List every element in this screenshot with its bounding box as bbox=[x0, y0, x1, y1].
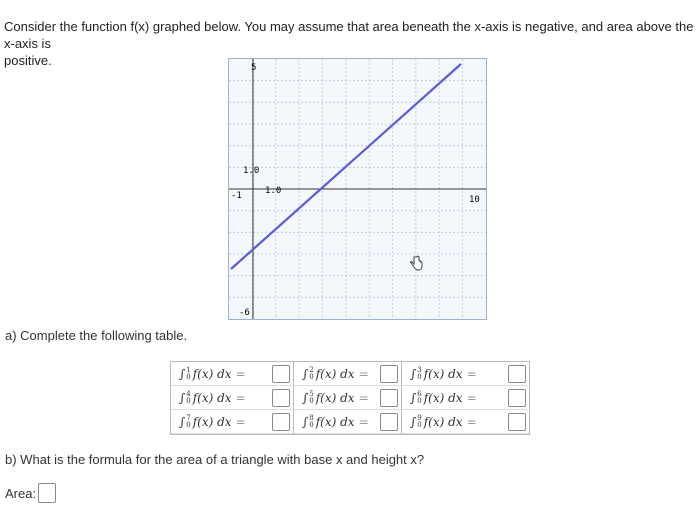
equals-sign: = bbox=[358, 390, 369, 405]
upper-limit: 6 bbox=[417, 389, 422, 398]
answer-input[interactable] bbox=[508, 389, 526, 407]
integral-cell bbox=[402, 410, 529, 434]
hand-cursor-icon bbox=[408, 255, 424, 271]
integrand: f(x) dx bbox=[423, 390, 463, 405]
lower-limit: 0 bbox=[186, 420, 191, 429]
answer-input[interactable] bbox=[380, 365, 398, 383]
integral-cell bbox=[294, 410, 402, 434]
function-line bbox=[231, 64, 461, 269]
label-y-top: 5 bbox=[251, 63, 257, 73]
equals-sign: = bbox=[466, 414, 477, 429]
integrand: f(x) dx bbox=[423, 366, 463, 381]
equals-sign: = bbox=[358, 366, 369, 381]
area-label: Area: bbox=[5, 486, 37, 501]
area-input[interactable] bbox=[38, 483, 56, 503]
function-graph bbox=[228, 58, 487, 320]
integrand: f(x) dx bbox=[192, 390, 232, 405]
integrand: f(x) dx bbox=[192, 366, 232, 381]
graph-plot bbox=[229, 59, 486, 319]
equals-sign: = bbox=[466, 390, 477, 405]
label-x-neg: -1 bbox=[231, 191, 242, 201]
upper-limit: 2 bbox=[309, 365, 314, 374]
answer-input[interactable] bbox=[272, 413, 290, 431]
integral-expression: ∫ 2 0 f(x) dx = bbox=[302, 365, 369, 381]
integral-cell bbox=[402, 362, 529, 386]
integral-expression: ∫ 5 0 f(x) dx = bbox=[302, 389, 369, 405]
label-y-neg: -6 bbox=[239, 308, 250, 318]
part-a-label: a) Complete the following table. bbox=[5, 328, 188, 343]
integral-cell bbox=[294, 362, 402, 386]
integral-cell bbox=[402, 386, 529, 410]
integral-expression: ∫ 4 0 f(x) dx = bbox=[179, 389, 246, 405]
equals-sign: = bbox=[466, 366, 477, 381]
integrand: f(x) dx bbox=[315, 366, 355, 381]
equals-sign: = bbox=[358, 414, 369, 429]
label-y-one: 1.0 bbox=[243, 166, 260, 176]
integral-expression: ∫ 1 0 f(x) dx = bbox=[179, 365, 246, 381]
integrand: f(x) dx bbox=[315, 390, 355, 405]
part-b-label: b) What is the formula for the area of a triangle with base x and height x? bbox=[5, 452, 425, 467]
answer-input[interactable] bbox=[380, 413, 398, 431]
integrand: f(x) dx bbox=[423, 414, 463, 429]
lower-limit: 0 bbox=[186, 396, 191, 405]
lower-limit: 0 bbox=[417, 420, 422, 429]
upper-limit: 8 bbox=[309, 413, 314, 422]
integral-table bbox=[170, 361, 530, 435]
integral-cell bbox=[294, 386, 402, 410]
integrand: f(x) dx bbox=[192, 414, 232, 429]
answer-input[interactable] bbox=[380, 389, 398, 407]
upper-limit: 4 bbox=[186, 389, 191, 398]
lower-limit: 0 bbox=[417, 396, 422, 405]
integral-expression: ∫ 6 0 f(x) dx = bbox=[410, 389, 477, 405]
upper-limit: 3 bbox=[417, 365, 422, 374]
answer-input[interactable] bbox=[508, 413, 526, 431]
answer-input[interactable] bbox=[272, 365, 290, 383]
integral-expression: ∫ 8 0 f(x) dx = bbox=[302, 413, 369, 429]
label-x-ten: 10 bbox=[469, 195, 480, 205]
upper-limit: 1 bbox=[186, 365, 191, 374]
equals-sign: = bbox=[235, 366, 246, 381]
lower-limit: 0 bbox=[417, 372, 422, 381]
equals-sign: = bbox=[235, 414, 246, 429]
integral-expression: ∫ 3 0 f(x) dx = bbox=[410, 365, 477, 381]
upper-limit: 9 bbox=[417, 413, 422, 422]
integral-expression: ∫ 9 0 f(x) dx = bbox=[410, 413, 477, 429]
integral-cell bbox=[171, 362, 294, 386]
label-x-one: 1.0 bbox=[265, 186, 282, 196]
prompt-line-1: Consider the function f(x) graphed below. You may assume that area beneath the x-axis is negative, and area above the x-axis is bbox=[4, 19, 694, 51]
lower-limit: 0 bbox=[186, 372, 191, 381]
upper-limit: 7 bbox=[186, 413, 191, 422]
answer-input[interactable] bbox=[508, 365, 526, 383]
answer-input[interactable] bbox=[272, 389, 290, 407]
prompt-line-2: positive. bbox=[4, 53, 52, 68]
lower-limit: 0 bbox=[309, 420, 314, 429]
integral-expression: ∫ 7 0 f(x) dx = bbox=[179, 413, 246, 429]
integral-cell bbox=[171, 386, 294, 410]
upper-limit: 5 bbox=[309, 389, 314, 398]
lower-limit: 0 bbox=[309, 372, 314, 381]
integral-cell bbox=[171, 410, 294, 434]
integrand: f(x) dx bbox=[315, 414, 355, 429]
lower-limit: 0 bbox=[309, 396, 314, 405]
equals-sign: = bbox=[235, 390, 246, 405]
